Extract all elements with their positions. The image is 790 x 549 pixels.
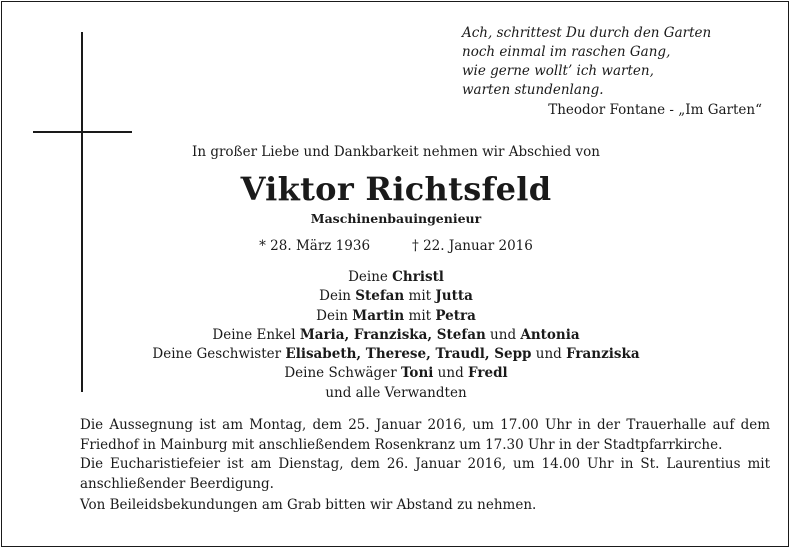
mourner-line [2, 384, 790, 403]
mourner-name: Maria, Franziska, Stefan [299, 326, 486, 343]
mourner-text: Deine Enkel [212, 326, 300, 343]
funeral-info [80, 416, 770, 494]
mourner-text: Deine [348, 269, 393, 285]
mourner-line [2, 268, 790, 287]
poem [462, 24, 766, 100]
mourner-name: Elisabeth, Therese, Traudl, Sepp [285, 346, 532, 363]
poem-attribution: Theodor Fontane - „Im Garten“ [548, 102, 762, 118]
mourner-line [2, 345, 790, 364]
cross-icon-bar [33, 131, 132, 133]
closing-note: Von Beileidsbekundungen am Grab bitten wir Abstand zu nehmen. [80, 497, 537, 513]
birth-date: * 28. März 1936 [259, 238, 371, 254]
mourner-text: Deine Geschwister [152, 346, 286, 363]
mourner-name: Petra [435, 307, 476, 324]
mourner-name: Franziska [566, 346, 640, 363]
mourner-line [2, 326, 790, 345]
mourner-text: mit [404, 288, 436, 305]
deceased-profession: Maschinenbauingenieur [310, 211, 482, 226]
mourner-name: Jutta [435, 288, 473, 305]
mourner-text: mit [404, 307, 436, 324]
life-dates [2, 238, 790, 254]
mourner-text: Dein [319, 288, 356, 305]
mourner-name: Christl [392, 269, 444, 285]
death-date: † 22. Januar 2016 [412, 238, 533, 254]
deceased-name: Viktor Richtsfeld [240, 170, 552, 208]
info-paragraph: Die Aussegnung ist am Montag, dem 25. Januar 2016, um 17.00 Uhr in der Trauerhalle auf dem Friedhof in Mainburg mit anschließendem Rosenkranz um 17.30 Uhr in der Stadtpfarrkirche. [80, 417, 770, 453]
mourner-name: Fredl [468, 365, 508, 382]
mourner-line [2, 364, 790, 383]
mourner-line [2, 287, 790, 306]
mourner-line [2, 307, 790, 326]
mourner-text: Deine Schwäger [284, 365, 401, 382]
poem-line: Ach, schrittest Du durch den Garten [462, 25, 712, 41]
mourners-list [2, 268, 790, 403]
intro-text: In großer Liebe und Dankbarkeit nehmen wir Abschied von [192, 144, 600, 160]
mourner-text: und [531, 346, 567, 363]
mourner-name: Toni [400, 365, 434, 382]
mourner-text: und [485, 326, 521, 343]
poem-line: warten stundenlang. [462, 82, 604, 98]
info-paragraph: Die Eucharistiefeier ist am Dienstag, dem 26. Januar 2016, um 14.00 Uhr in St. Laurentius mit anschließender Beerdigung. [80, 456, 770, 492]
mourner-name: Stefan [355, 288, 405, 305]
obituary-notice [1, 1, 789, 547]
mourner-text: und alle Verwandten [325, 384, 467, 401]
mourner-name: Martin [352, 307, 405, 324]
mourner-text: Dein [316, 307, 353, 324]
mourner-text: und [433, 365, 469, 382]
mourner-name: Antonia [520, 326, 580, 343]
poem-line: noch einmal im raschen Gang, [462, 44, 671, 60]
poem-line: wie gerne wollt’ ich warten, [462, 63, 654, 79]
